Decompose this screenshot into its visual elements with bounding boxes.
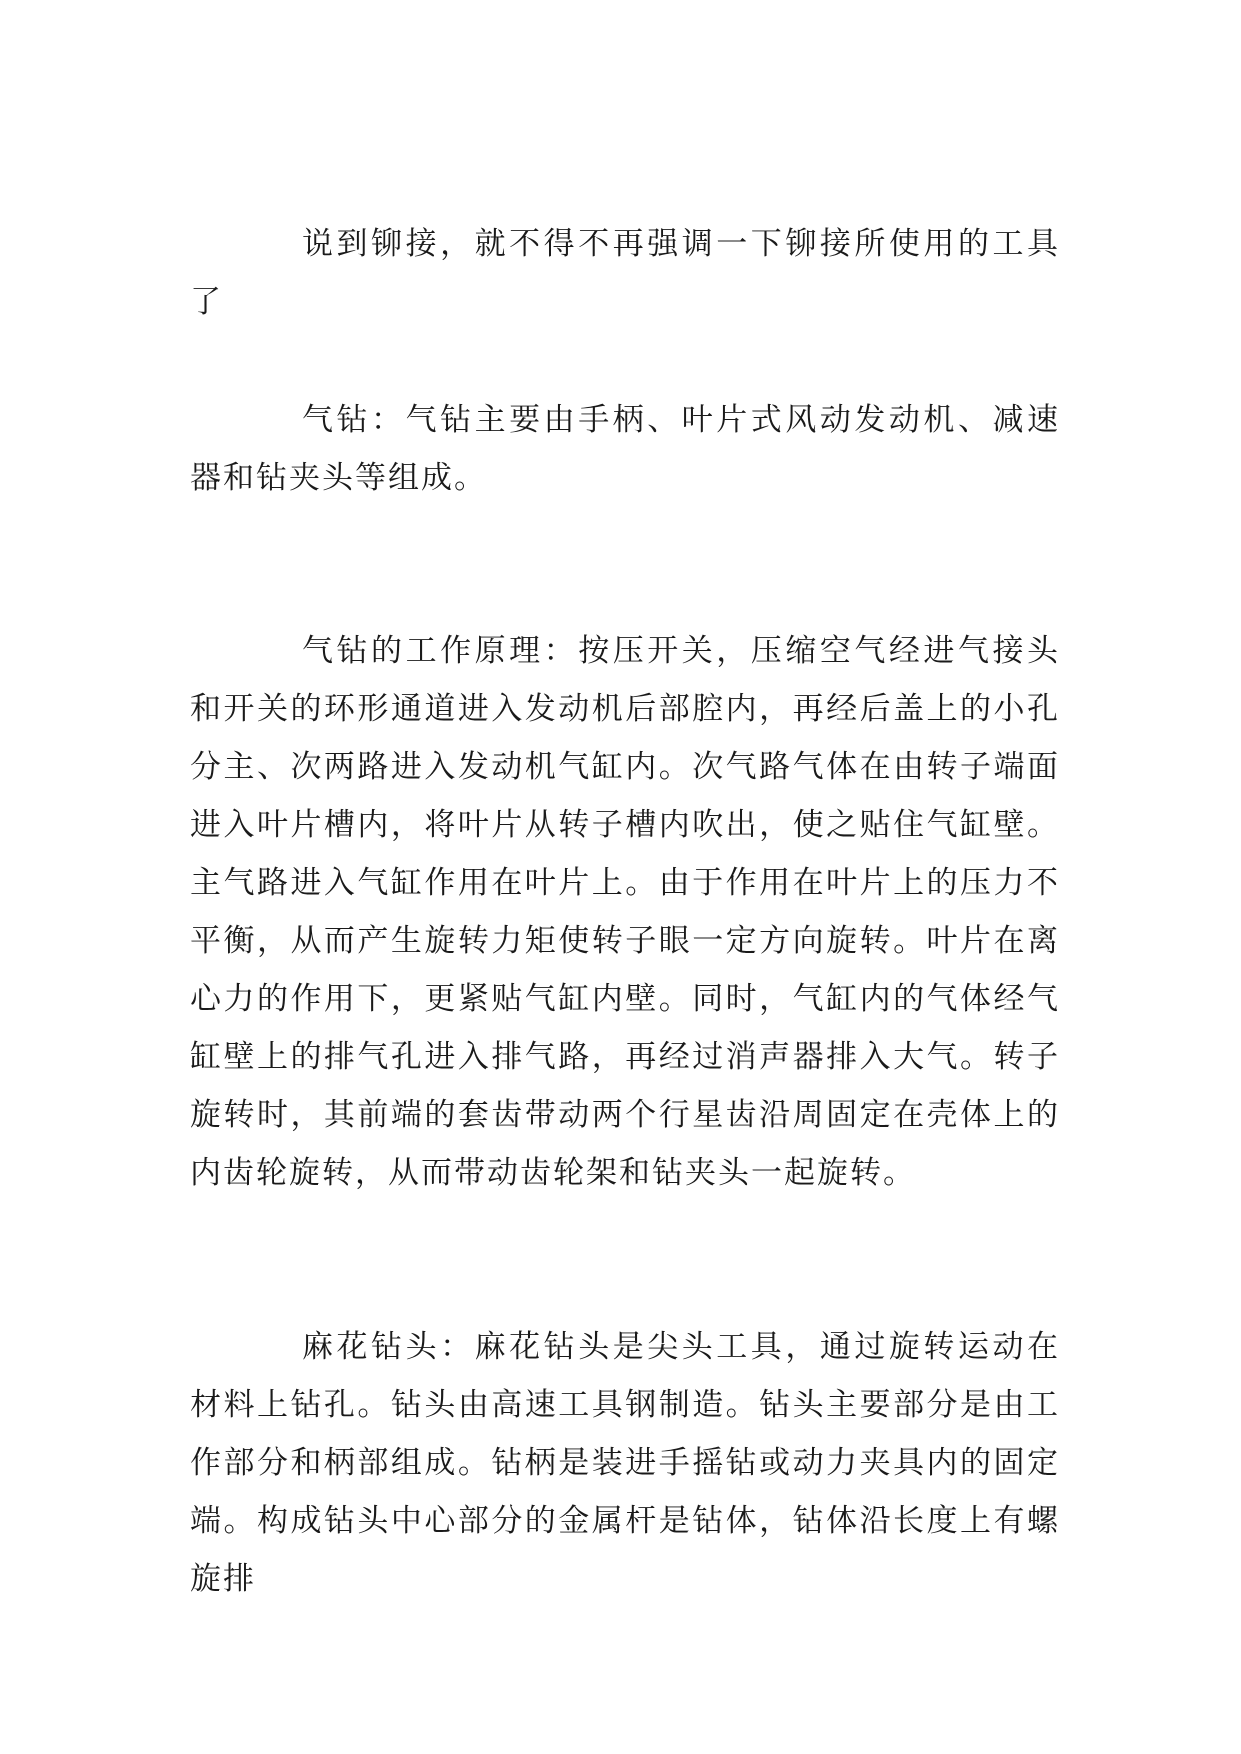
paragraph-twist-drill-bit: 麻花钻头：麻花钻头是尖头工具，通过旋转运动在材料上钻孔。钻头由高速工具钢制造。钻头主要部分是由工作部分和柄部组成。钻柄是装进手摇钻或动力夹具内的固定端。构成钻头中心部分的金属杆是钻体，钻体沿长度上有螺旋排 — [190, 1329, 1060, 1597]
paragraph-riveting-tools-intro: 说到铆接，就不得不再强调一下铆接所使用的工具了 — [190, 226, 1060, 320]
paragraph-air-drill-working-principle: 气钻的工作原理：按压开关，压缩空气经进气接头和开关的环形通道进入发动机后部腔内，再经后盖上的小孔分主、次两路进入发动机气缸内。次气路气体在由转子端面进入叶片槽内，将叶片从转子槽内吹出，使之贴住气缸壁。主气路进入气缸作用在叶片上。由于作用在叶片上的压力不平衡，从而产生旋转力矩使转子眼一定方向旋转。叶片在离心力的作用下，更紧贴气缸内壁。同时，气缸内的气体经气缸壁上的排气孔进入排气路，再经过消声器排入大气。转子旋转时，其前端的套齿带动两个行星齿沿周固定在壳体上的内齿轮旋转，从而带动齿轮架和钻夹头一起旋转。 — [190, 633, 1060, 1191]
paragraph-air-drill-components: 气钻：气钻主要由手柄、叶片式风动发动机、减速器和钻夹头等组成。 — [190, 402, 1060, 496]
